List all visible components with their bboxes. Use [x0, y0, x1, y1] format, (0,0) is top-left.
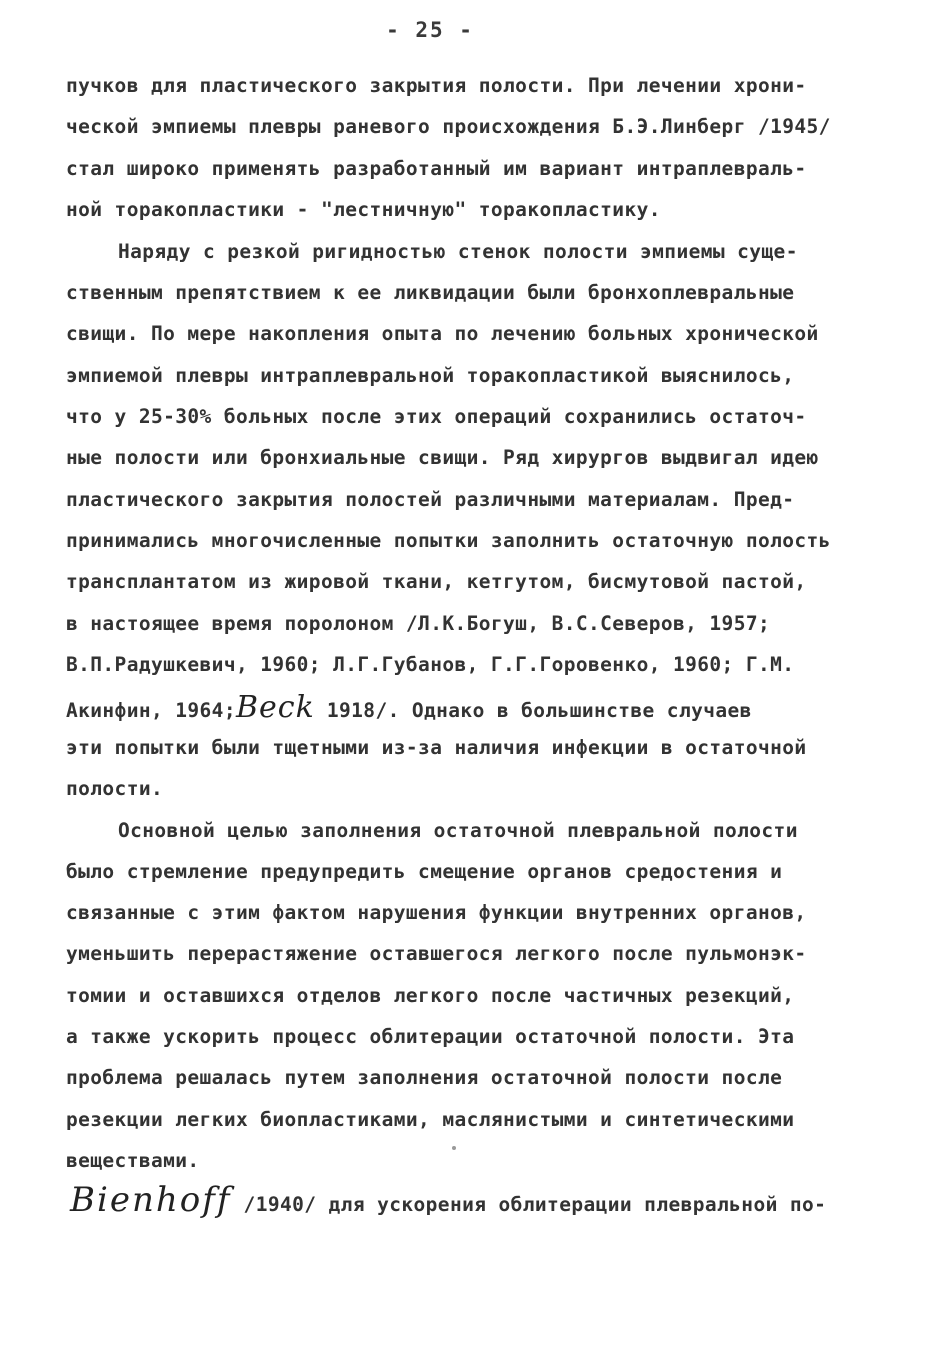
- handwritten-name-bienhoff: Bienhoff: [70, 1180, 232, 1220]
- text-line: трансплантатом из жировой ткани, кетгутом, бисмутовой пастой,: [66, 570, 807, 593]
- text-line: полости.: [66, 777, 164, 800]
- line-suffix: 1918/. Однако в большинстве случаев: [314, 699, 752, 722]
- paper-speck: [452, 1146, 456, 1150]
- text-line: проблема решалась путем заполнения остаточной полости после: [66, 1066, 783, 1089]
- text-line-with-handwriting: [70, 1180, 826, 1220]
- text-line: пластического закрытия полостей различными материалам. Пред-: [66, 488, 795, 511]
- text-line: В.П.Радушкевич, 1960; Л.Г.Губанов, Г.Г.Горовенко, 1960; Г.М.: [66, 653, 795, 676]
- text-line: что у 25-30% больных после этих операций сохранились остаточ-: [66, 405, 807, 428]
- line-suffix: /1940/ для ускорения облитерации плевральной по-: [231, 1193, 827, 1216]
- text-line: свищи. По мере накопления опыта по лечению больных хронической: [66, 322, 819, 345]
- text-line: эти попытки были тщетными из-за наличия инфекции в остаточной: [66, 736, 807, 759]
- text-line: пучков для пластического закрытия полости. При лечении хрони-: [66, 74, 807, 97]
- text-line: ной торакопластики - "лестничную" торакопластику.: [66, 198, 661, 221]
- text-line: стал широко применять разработанный им вариант интраплевраль-: [66, 157, 807, 180]
- text-line: а также ускорить процесс облитерации остаточной полости. Эта: [66, 1025, 795, 1048]
- text-line: резекции легких биопластиками, маслянистыми и синтетическими: [66, 1108, 795, 1131]
- handwritten-name-beck: Beck: [235, 690, 315, 725]
- text-line: было стремление предупредить смещение органов средостения и: [66, 860, 783, 883]
- page-number: - 25 -: [386, 18, 474, 42]
- text-line: Наряду с резкой ригидностью стенок полости эмпиемы суще-: [118, 240, 798, 263]
- line-prefix: Акинфин, 1964;: [66, 699, 236, 722]
- text-line: эмпиемой плевры интраплевральной торакопластикой выяснилось,: [66, 364, 795, 387]
- text-line: уменьшить перерастяжение оставшегося легкого после пульмонэк-: [66, 942, 807, 965]
- text-line: связанные с этим фактом нарушения функции внутренних органов,: [66, 901, 807, 924]
- text-line-with-handwriting: [66, 690, 752, 725]
- text-line: ные полости или бронхиальные свищи. Ряд хирургов выдвигал идею: [66, 446, 819, 469]
- text-line: Основной целью заполнения остаточной плевральной полости: [118, 819, 798, 842]
- text-line: принимались многочисленные попытки заполнить остаточную полость: [66, 529, 831, 552]
- text-line: в настоящее время поролоном /Л.К.Богуш, В.С.Северов, 1957;: [66, 612, 771, 635]
- text-line: веществами.: [66, 1149, 200, 1172]
- text-line: ческой эмпиемы плевры раневого происхождения Б.Э.Линберг /1945/: [66, 115, 831, 138]
- text-line: томии и оставшихся отделов легкого после частичных резекций,: [66, 984, 795, 1007]
- text-line: ственным препятствием к ее ликвидации были бронхоплевральные: [66, 281, 795, 304]
